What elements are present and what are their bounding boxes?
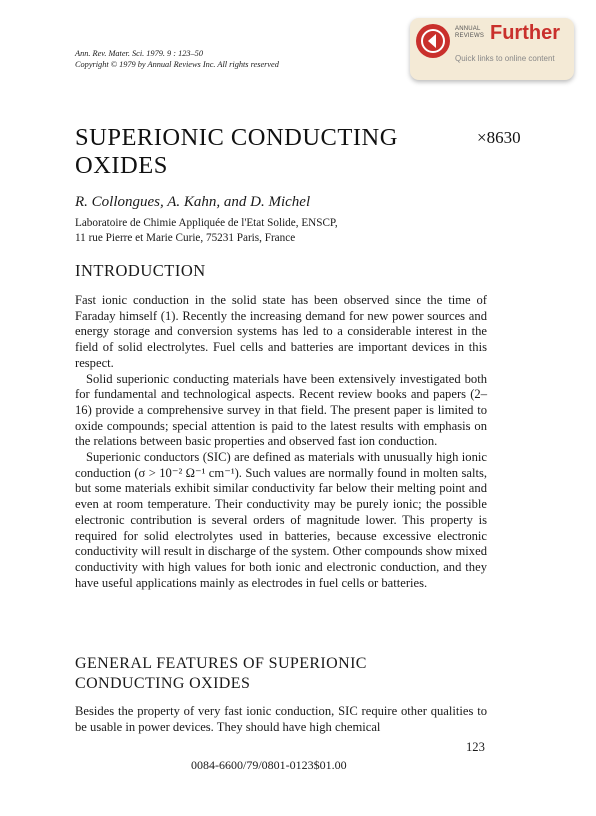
- article-code: ×8630: [477, 128, 521, 147]
- general-features-body: [75, 704, 487, 735]
- further-banner[interactable]: [410, 18, 574, 80]
- journal-header: [75, 48, 279, 70]
- further-subtitle: Quick links to online content: [455, 54, 555, 63]
- back-arrow-icon: [416, 24, 450, 58]
- intro-heading: INTRODUCTION: [75, 261, 206, 280]
- authors: R. Collongues, A. Kahn, and D. Michel: [75, 194, 311, 210]
- general-features-heading: GENERAL FEATURES OF SUPERIONIC CONDUCTING OXIDES: [75, 655, 367, 692]
- annual-reviews-brand: ANNUAL REVIEWS: [455, 26, 485, 39]
- affiliation: Laboratoire de Chimie Appliquée de l'Etat Solide, ENSCP, 11 rue Pierre et Marie Curie, 75231 Paris, France: [75, 217, 338, 244]
- issn-code: 0084-6600/79/0801-0123$01.00: [191, 758, 347, 772]
- journal-copyright: Copyright © 1979 by Annual Reviews Inc. All rights reserved: [75, 60, 279, 69]
- paragraph: Solid superionic conducting materials have been extensively investigated both for fundamental and technological aspects. Recent review books and papers (2–16) provide a comprehensive survey in that field. The present paper is limited to oxide compounds; special attention is paid to the latest results with emphasis on the relations between basic properties and observed fast ion conduction.: [75, 371, 487, 449]
- further-label: Further: [490, 22, 560, 44]
- journal-citation: Ann. Rev. Mater. Sci. 1979. 9 : 123–50: [75, 49, 203, 58]
- paragraph: Superionic conductors (SIC) are defined as materials with unusually high ionic conduction (σ > 10⁻² Ω⁻¹ cm⁻¹). Such values are normally found in molten salts, but some materials exhibit similar conductivity far below their melting point and even at room temperature. Their conductivity may be purely ionic; the possible electronic contribution is several orders of magnitude lower. This property is required for solid electrolytes used in batteries, because excessive electronic conductivity will result in discharge of the system. Other compounds show mixed conductivity with high values for both ionic and electronic conduction, and they have useful applications mainly as electrodes in fuel cells or batteries.: [75, 450, 487, 590]
- article-title: SUPERIONIC CONDUCTING OXIDES: [75, 124, 398, 179]
- intro-body: [75, 293, 487, 591]
- paragraph: Besides the property of very fast ionic conduction, SIC require other qualities to be usable in power devices. They should have high chemical: [75, 704, 487, 734]
- page-number: 123: [466, 740, 485, 754]
- paragraph: Fast ionic conduction in the solid state has been observed since the time of Faraday himself (1). Recently the increasing demand for new power sources and energy storage and conversion systems has led to a considerable interest in the field of solid electrolytes. Fuel cells and batteries are important devices in this respect.: [75, 293, 487, 370]
